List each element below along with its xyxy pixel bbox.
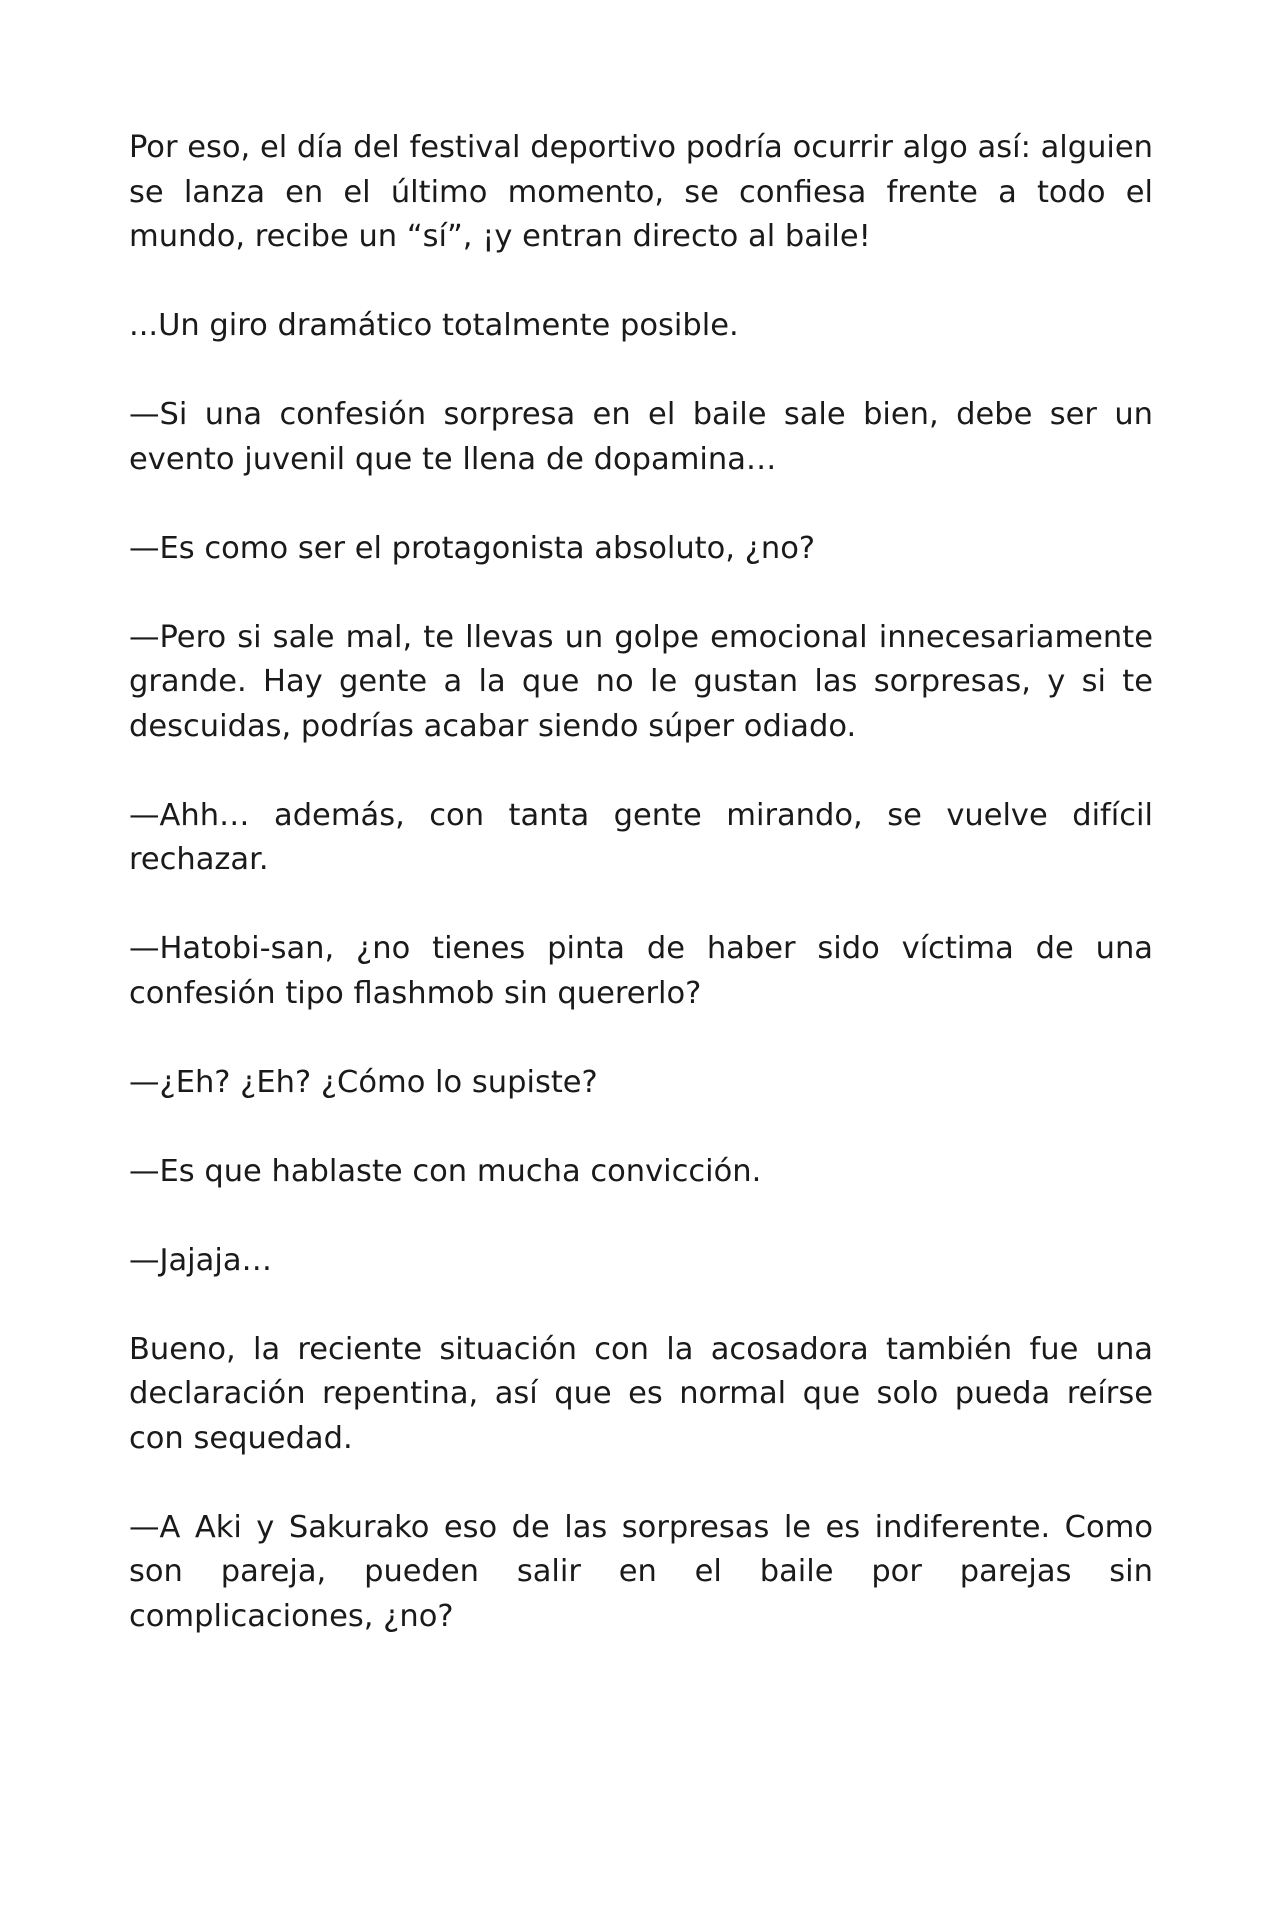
paragraph-2: ...Un giro dramático totalmente posible. — [129, 308, 739, 343]
paragraph-5: —Pero si sale mal, te llevas un golpe emocional innecesariamente grande. Hay gente a la que no le gustan las sorpresas, y si te descuidas, podrías acabar siendo súper odiado. — [129, 619, 1153, 744]
paragraph-3: —Si una confesión sorpresa en el baile sale bien, debe ser un evento juvenil que te llena de dopamina… — [129, 397, 1153, 477]
paragraph-9: —Es que hablaste con mucha convicción. — [129, 1153, 762, 1189]
paragraph-11: Bueno, la reciente situación con la acosadora también fue una declaración repentina, así que es normal que solo pueda reírse con sequedad. — [129, 1331, 1153, 1456]
paragraph-8: —¿Eh? ¿Eh? ¿Cómo lo supiste? — [129, 1064, 598, 1100]
paragraph-12: —A Aki y Sakurako eso de las sorpresas le es indiferente. Como son pareja, pueden salir en el baile por parejas sin complicaciones, ¿no? — [129, 1509, 1153, 1634]
paragraph-4: —Es como ser el protagonista absoluto, ¿no? — [129, 530, 816, 566]
document-page — [129, 126, 1153, 1639]
paragraph-10: —Jajaja… — [129, 1242, 273, 1278]
paragraph-7: —Hatobi-san, ¿no tienes pinta de haber sido víctima de una confesión tipo flashmob sin quererlo? — [129, 931, 1153, 1011]
paragraph-1: Por eso, el día del festival deportivo podría ocurrir algo así: alguien se lanza en el último momento, se confiesa frente a todo el mundo, recibe un “sí”, ¡y entran directo al baile! — [129, 130, 1153, 254]
paragraph-6: —Ahh… además, con tanta gente mirando, se vuelve difícil rechazar. — [129, 797, 1153, 877]
